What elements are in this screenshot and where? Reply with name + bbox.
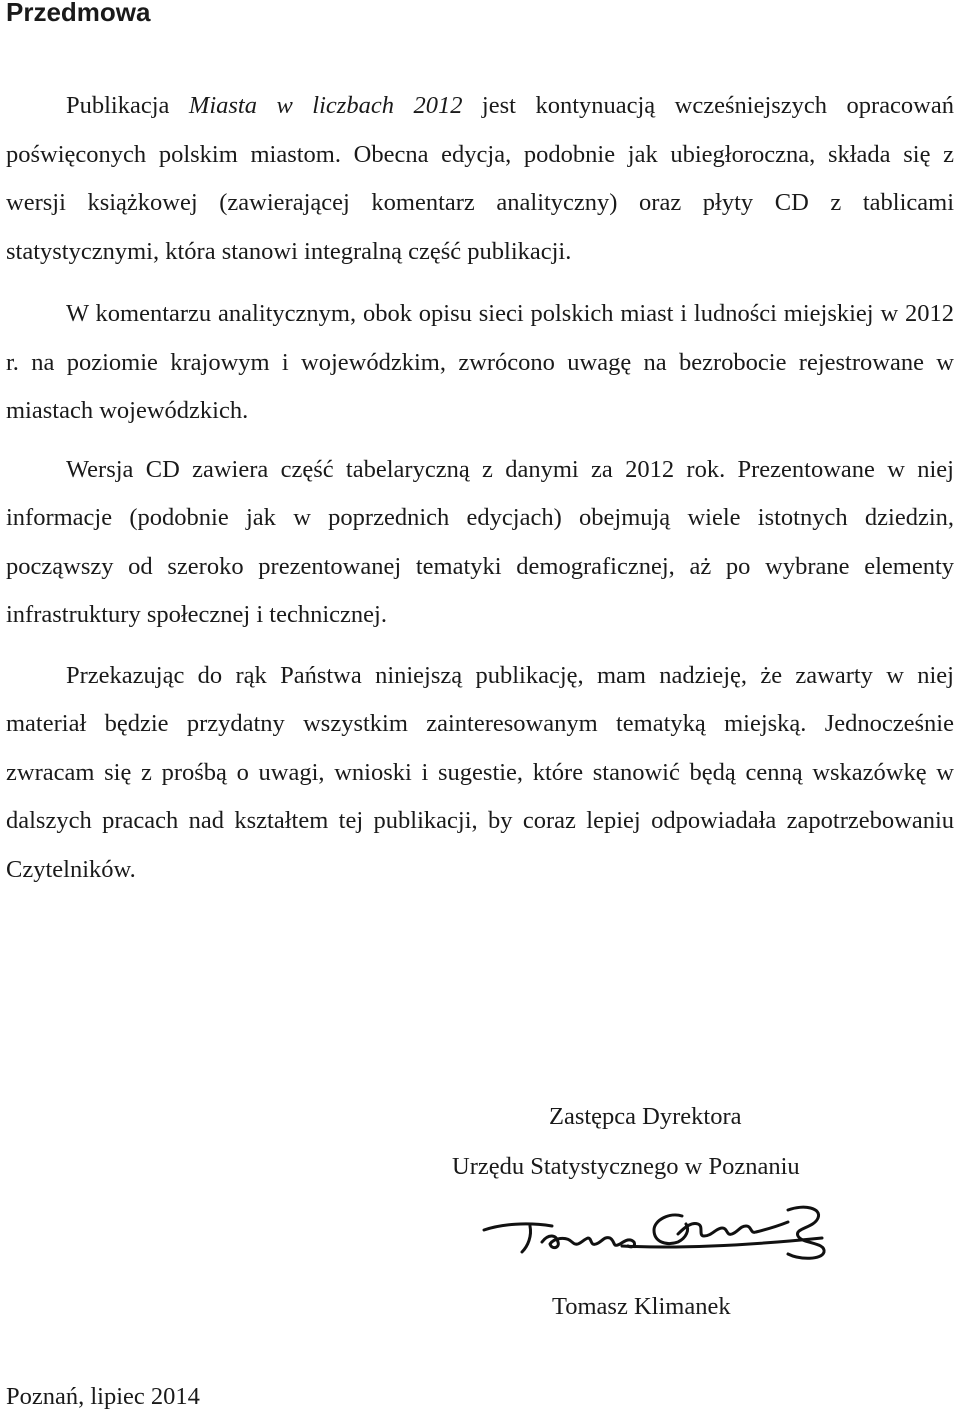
signature-block [452,1092,872,1320]
paragraph-1-intro: Publikacja [66,92,189,119]
signatory-title-line-2: Urzędu Statystycznego w Poznaniu [452,1153,800,1180]
paragraph-1 [6,82,954,276]
signatory-name: Tomasz Klimanek [552,1293,731,1320]
signatory-title-line-1: Zastępca Dyrektora [549,1103,742,1130]
paragraph-1-rest: jest kontynuacją wcześniejszych opracowań poświęconych polskim miastom. Obecna edycja, podobnie jak ubiegłoroczna, składa się z wersji książkowej (zawierającej komentarz analityczny) oraz płyty CD z tablicami statystycznymi, która stanowi integralną część publikacji. [6,92,955,265]
paragraph-2: W komentarzu analitycznym, obok opisu sieci polskich miast i ludności miejskiej w 2012 r. na poziomie krajowym i wojewódzkim, zwrócono uwagę na bezrobocie rejestrowane w miastach wojewódzkich. [6,300,954,424]
paragraph-3: Wersja CD zawiera część tabelaryczną z danymi za 2012 rok. Prezentowane w niej informacje (podobnie jak w poprzednich edycjach) obejmują wiele istotnych dziedzin, począwszy od szeroko prezentowanej tematyki demograficznej, aż po wybrane elementy infrastruktury społecznej i technicznej. [6,455,954,628]
preface-body [6,82,954,894]
publication-title: Miasta w liczbach 2012 [188,92,463,119]
handwritten-signature [482,1202,832,1262]
paragraph-4: Przekazując do rąk Państwa niniejszą publikację, mam nadzieję, że zawarty w niej materiał będzie przydatny wszystkim zainteresowanym tematyką miejską. Jednocześnie zwracam się z prośbą o uwagi, wnioski i sugestie, które stanowić będą cenną wskazówkę w dalszych pracach nad kształtem tej publikacji, by coraz lepiej odpowiadała zapotrzebowaniu Czytelników. [6,661,954,883]
place-and-date: Poznań, lipiec 2014 [6,1383,200,1410]
page-heading: Przedmowa [6,0,151,27]
